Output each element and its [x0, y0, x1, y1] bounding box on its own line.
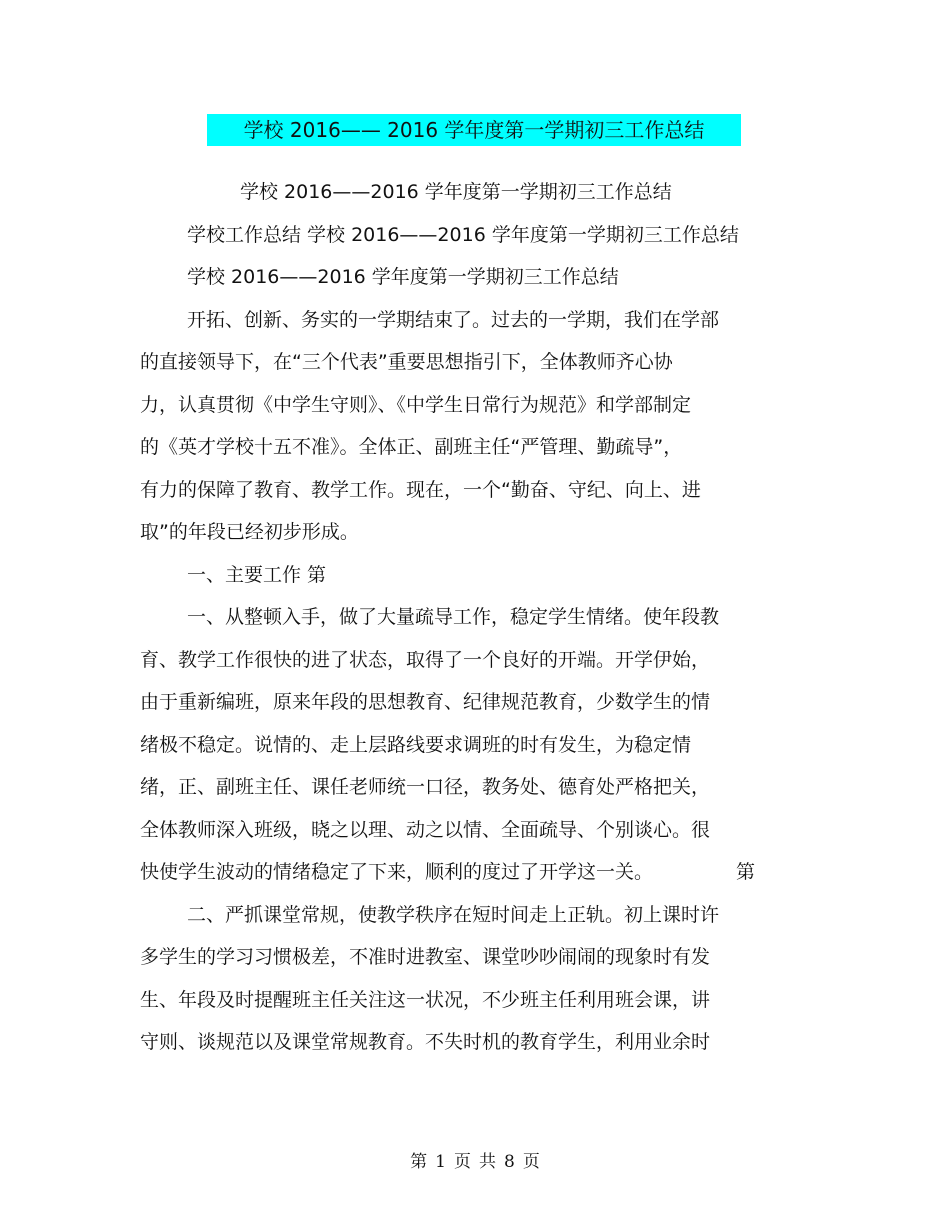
text-line: 的《英才学校十五不准》。全体正、副班主任“严管理、勤疏导”， [140, 436, 683, 458]
text-line: 学校工作总结 学校 2016——2016 学年度第一学期初三工作总结 [187, 224, 739, 246]
text-line: 守则、谈规范以及课堂常规教育。不失时机的教育学生，利用业余时 [140, 1031, 711, 1053]
footer-total-prefix: 共 [479, 1152, 496, 1172]
text-line: 全体教师深入班级，晓之以理、动之以情、全面疏导、个别谈心。很 [140, 819, 711, 841]
text-line: 绪，正、副班主任、课任老师统一口径，教务处、德育处严格把关， [140, 776, 711, 798]
text-line: 多学生的学习习惯极差，不准时进教室、课堂吵吵闹闹的现象时有发 [140, 946, 711, 968]
text-line: 快使学生波动的情绪稳定了下来，顺利的度过了开学这一关。 [140, 861, 654, 883]
footer-page-prefix: 第 [410, 1152, 428, 1172]
text-line: 取”的年段已经初步形成。 [140, 521, 359, 543]
text-line: 第 [736, 861, 756, 883]
text-line: 二、严抓课堂常规，使教学秩序在短时间走上正轨。初上课时许 [187, 904, 720, 926]
text-line: 开拓、创新、务实的一学期结束了。过去的一学期，我们在学部 [187, 309, 720, 331]
document-title: 学校 2016—— 2016 学年度第一学期初三工作总结 [243, 118, 705, 142]
footer-total-pages: 8 [504, 1152, 515, 1172]
text-line: 生、年段及时提醒班主任关注这一状况，不少班主任利用班会课，讲 [140, 989, 711, 1011]
section-heading: 一、主要工作 第 [187, 564, 327, 586]
page-footer [0, 1151, 950, 1173]
footer-page-word: 页 [454, 1152, 471, 1172]
text-line: 绪极不稳定。说情的、走上层路线要求调班的时有发生，为稳定情 [140, 734, 692, 756]
footer-page-number: 1 [435, 1152, 446, 1172]
text-line: 育、教学工作很快的进了状态，取得了一个良好的开端。开学伊始， [140, 649, 711, 671]
text-line: 的直接领导下，在“三个代表”重要思想指引下，全体教师齐心协 [140, 351, 673, 373]
text-line: 有力的保障了教育、教学工作。现在，一个“勤奋、守纪、向上、进 [140, 479, 701, 501]
text-line: 力，认真贯彻《中学生守则》、《中学生日常行为规范》和学部制定 [140, 394, 692, 416]
text-line: 学校 2016——2016 学年度第一学期初三工作总结 [240, 181, 672, 203]
footer-total-suffix: 页 [522, 1152, 540, 1172]
text-line: 一、从整顿入手，做了大量疏导工作，稳定学生情绪。使年段教 [187, 606, 720, 628]
text-line: 由于重新编班，原来年段的思想教育、纪律规范教育，少数学生的情 [140, 691, 711, 713]
text-line: 学校 2016——2016 学年度第一学期初三工作总结 [187, 266, 619, 288]
